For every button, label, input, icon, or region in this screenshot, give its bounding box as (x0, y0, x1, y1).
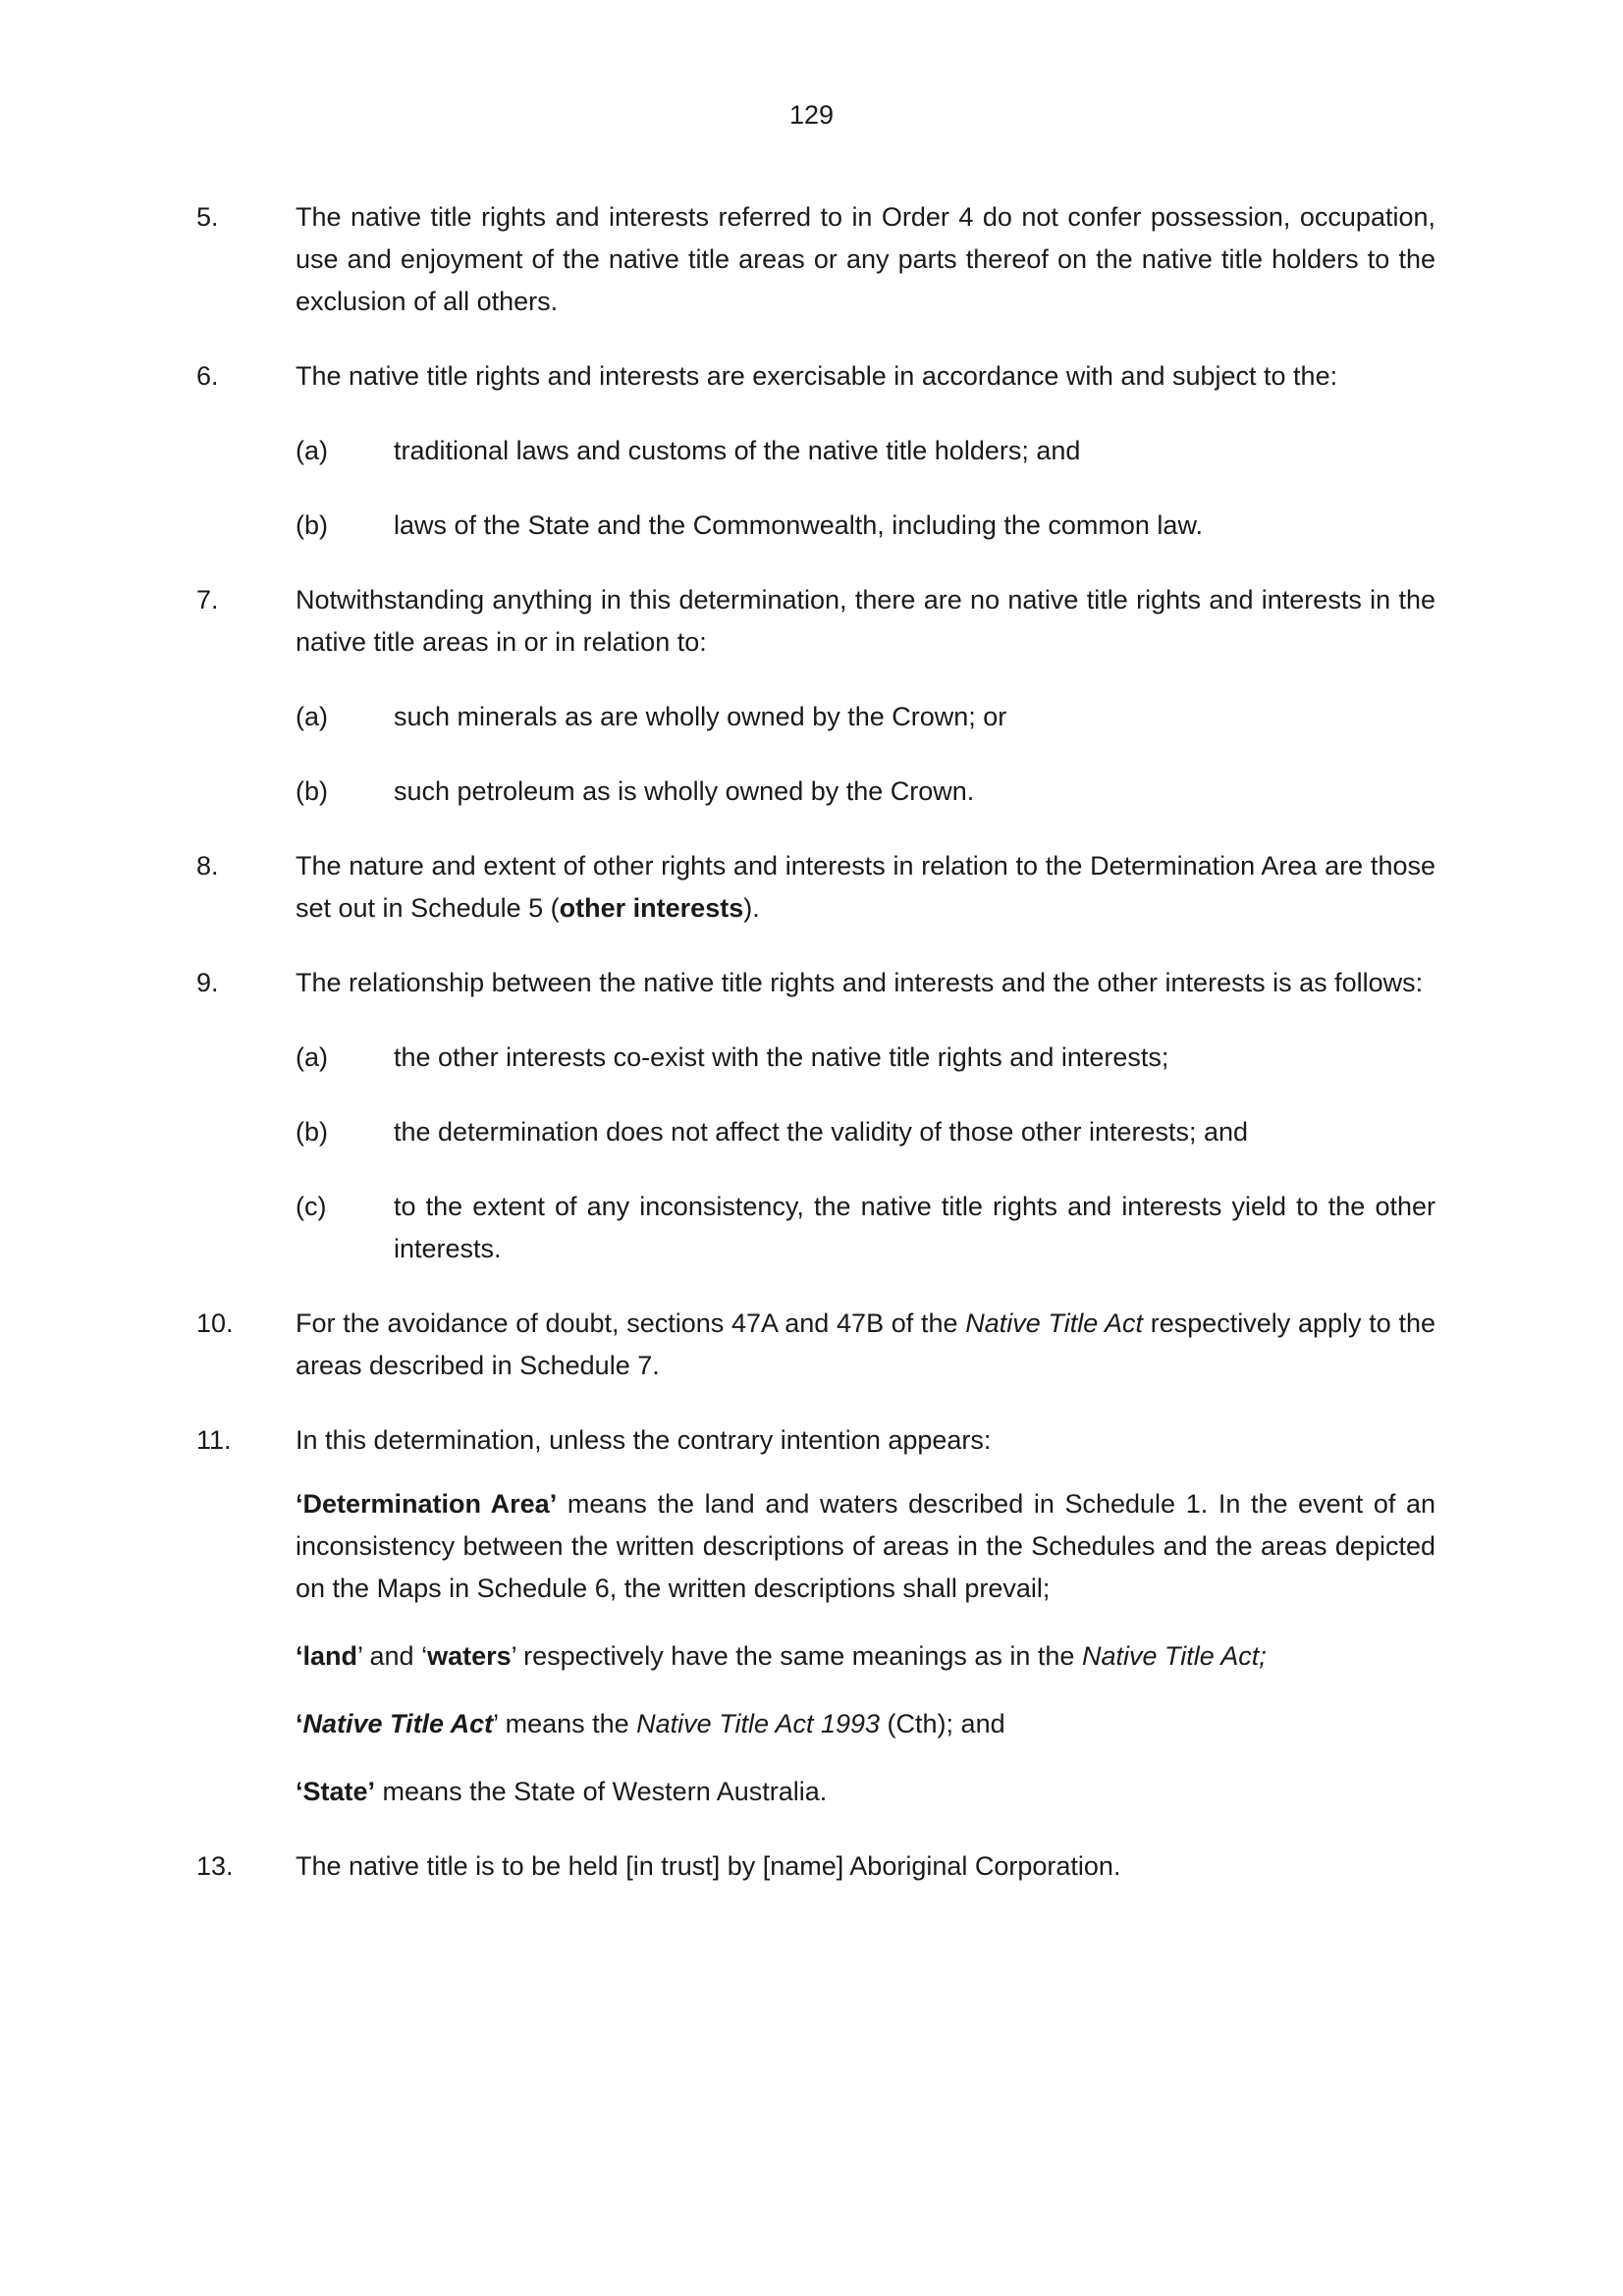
paragraph-6 (196, 355, 1435, 547)
defined-term: land (302, 1641, 358, 1671)
definitions-list (296, 1483, 1435, 1813)
defined-term: waters (427, 1641, 512, 1671)
text-run: For the avoidance of doubt, sections 47A and 47B of the (296, 1308, 966, 1338)
sub-item (296, 1186, 1435, 1270)
sub-item (296, 696, 1435, 738)
paragraph-10 (196, 1303, 1435, 1387)
definition-text: means the land and waters described in Schedule 1. In the event of an inconsistency between the written descriptions of areas in the Schedules and the areas depicted on the Maps in Schedule 6, the written descriptions shall prevail; (296, 1489, 1435, 1603)
paragraph-11 (196, 1419, 1435, 1813)
paragraph-number: 13. (196, 1851, 234, 1881)
paragraph-text: The native title rights and interests are exercisable in accordance with and subject to the: (296, 361, 1338, 391)
document-body (196, 196, 1435, 1920)
sub-item-letter: (b) (296, 776, 328, 806)
sub-item-letter: (c) (296, 1192, 327, 1221)
sub-item-letter: (a) (296, 702, 328, 731)
text-run: respectively apply to the areas described in Schedule 7. (296, 1308, 1435, 1380)
text-run: ). (743, 893, 760, 923)
definition-determination-area (296, 1483, 1435, 1610)
quote-mark: ‘ (296, 1709, 303, 1738)
sub-item (296, 430, 1435, 472)
paragraph-text (296, 851, 1435, 923)
definition-state (296, 1771, 1435, 1813)
definition-land-waters (296, 1635, 1435, 1678)
sub-item-text: such minerals as are wholly owned by the Crown; or (394, 702, 1007, 731)
text-run: ’ means the (493, 1709, 637, 1738)
paragraph-text: The relationship between the native title rights and interests and the other interests is as follows: (296, 968, 1424, 997)
defined-term: ‘Determination Area’ (296, 1489, 558, 1519)
paragraph-number: 11. (196, 1425, 232, 1455)
paragraph-number: 5. (196, 202, 219, 232)
paragraph-7 (196, 579, 1435, 813)
sub-item-letter: (a) (296, 436, 328, 465)
sub-item-text: such petroleum as is wholly owned by the Crown. (394, 776, 975, 806)
text-run: (Cth); and (880, 1709, 1005, 1738)
definition-text: means the State of Western Australia. (375, 1777, 828, 1806)
paragraph-number: 10. (196, 1308, 234, 1338)
defined-term: other interests (559, 893, 744, 923)
paragraph-number: 7. (196, 585, 219, 614)
paragraph-number: 9. (196, 968, 219, 997)
sub-item-text: traditional laws and customs of the native title holders; and (394, 436, 1081, 465)
sub-item-list (296, 430, 1435, 547)
sub-item (296, 1111, 1435, 1153)
quote-mark: ‘ (296, 1641, 303, 1671)
sub-item (296, 1037, 1435, 1079)
paragraph-13 (196, 1845, 1435, 1888)
sub-item (296, 771, 1435, 813)
paragraph-text: In this determination, unless the contrary intention appears: (296, 1425, 992, 1455)
defined-term: ‘State’ (296, 1777, 376, 1806)
sub-item-text: the other interests co-exist with the native title rights and interests; (394, 1042, 1169, 1072)
paragraph-text: The native title rights and interests referred to in Order 4 do not confer possession, occupation, use and enjoyment of the native title areas or any parts thereof on the native title holders to the exclusion of all others. (296, 202, 1435, 316)
text-run: ’ and ‘ (357, 1641, 428, 1671)
paragraph-text (296, 1308, 1435, 1380)
act-title: Native Title Act (965, 1308, 1143, 1338)
paragraph-text: Notwithstanding anything in this determination, there are no native title rights and interests in the native title areas in or in relation to: (296, 585, 1435, 657)
paragraph-9 (196, 962, 1435, 1270)
act-title: Native Title Act; (1081, 1641, 1267, 1671)
sub-item-letter: (b) (296, 510, 328, 540)
text-run: ’ respectively have the same meanings as in the (511, 1641, 1082, 1671)
text-run: The nature and extent of other rights and interests in relation to the Determination Area are those set out in Schedule 5 ( (296, 851, 1435, 923)
defined-term: Native Title Act (302, 1709, 494, 1738)
definition-native-title-act (296, 1703, 1435, 1745)
sub-item-letter: (b) (296, 1117, 328, 1147)
paragraph-8 (196, 845, 1435, 930)
sub-item (296, 505, 1435, 547)
act-title: Native Title Act 1993 (636, 1709, 881, 1738)
sub-item-text: to the extent of any inconsistency, the native title rights and interests yield to the other interests. (394, 1192, 1435, 1263)
paragraph-number: 6. (196, 361, 219, 391)
paragraph-5 (196, 196, 1435, 323)
sub-item-letter: (a) (296, 1042, 328, 1072)
sub-item-text: laws of the State and the Commonwealth, including the common law. (394, 510, 1203, 540)
sub-item-list (296, 1037, 1435, 1270)
sub-item-text: the determination does not affect the validity of those other interests; and (394, 1117, 1249, 1147)
page-number: 129 (788, 100, 835, 130)
paragraph-number: 8. (196, 851, 219, 881)
paragraph-text: The native title is to be held [in trust] by [name] Aboriginal Corporation. (296, 1851, 1121, 1881)
sub-item-list (296, 696, 1435, 813)
